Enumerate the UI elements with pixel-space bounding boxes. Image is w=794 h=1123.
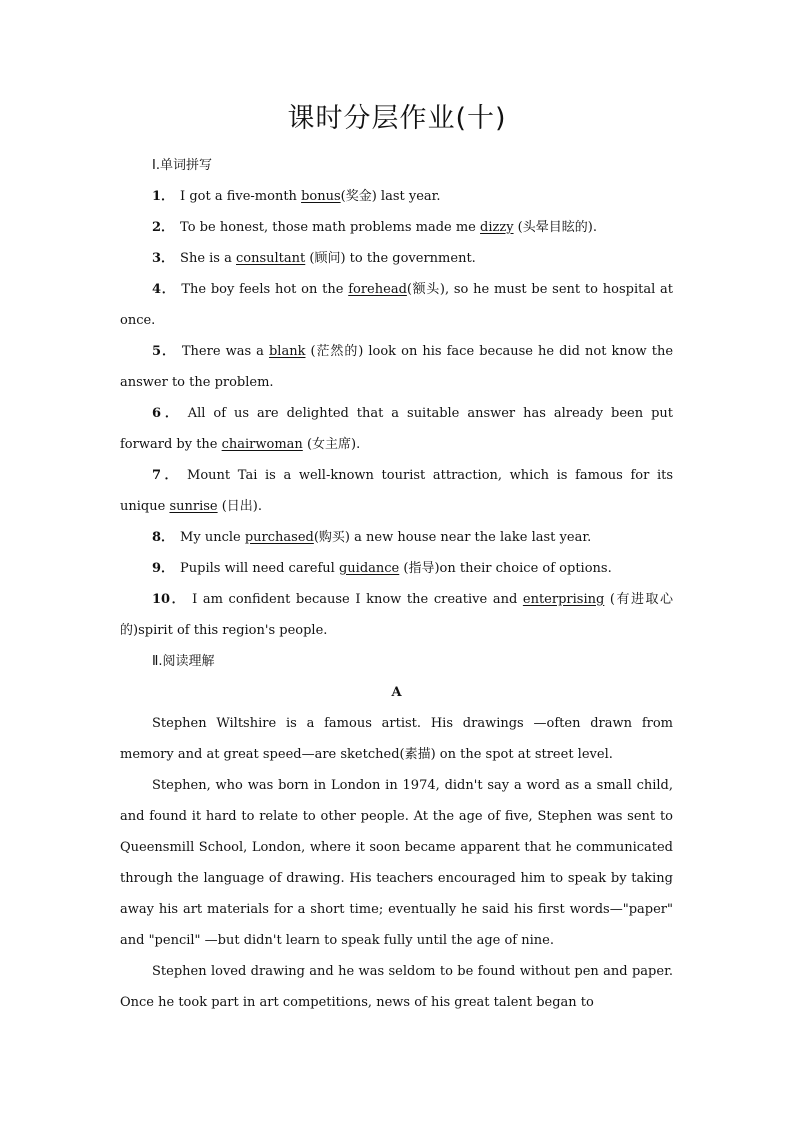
item-number: 3． [152, 251, 175, 266]
item-text-before: I got a five-month [180, 189, 302, 204]
item-answer: enterprising [522, 592, 605, 607]
passage-paragraph: Stephen, who was born in London in 1974, didn't say a word as a small child, and found it hard to relate to other people. At the age of five, Stephen was sent to Queensmill School, London, where it soon became apparent that he communicated through the language of drawing. His teachers encouraged him to speak by taking away his art materials for a short time; eventually he said his first words—"paper" and "pencil" —but didn't learn to speak fully until the age of nine. [120, 778, 673, 948]
item-answer: purchased [244, 530, 314, 545]
exercise-item [120, 553, 673, 584]
item-number: 8． [152, 530, 175, 545]
item-text-before: Pupils will need careful [180, 561, 339, 576]
item-text-before: She is a [180, 251, 236, 266]
item-text-before: All of us are delighted that a suitable answer has already been put forward by the [120, 406, 673, 452]
exercise-item [120, 243, 673, 274]
item-text-after: (头晕目眩的). [513, 220, 597, 235]
passage-paragraph: Stephen Wiltshire is a famous artist. His drawings —often drawn from memory and at great speed—are sketched(素描) on the spot at street level. [120, 716, 673, 762]
item-number: 10． [152, 592, 187, 607]
item-text-before: There was a [181, 344, 269, 359]
passage-paragraph: Stephen loved drawing and he was seldom to be found without pen and paper. Once he took part in art competitions, news of his great talent began to [120, 964, 673, 1010]
exercise-item [120, 212, 673, 243]
item-text-after: (日出). [217, 499, 263, 514]
item-text-after: (顾问) to the government. [305, 251, 476, 266]
document-body [120, 150, 673, 1018]
item-answer: chairwoman [221, 437, 303, 452]
passage-label: A [391, 685, 402, 700]
exercise-item [120, 522, 673, 553]
exercise-item [120, 584, 673, 646]
item-text-before: The boy feels hot on the [181, 282, 349, 297]
spelling-exercise-list [120, 181, 673, 646]
item-text-after: (女主席). [302, 437, 361, 452]
section-heading-spelling: Ⅰ.单词拼写 [152, 158, 212, 173]
item-text-after: (茫然的) look on his face because he did not know the answer to the problem. [120, 344, 674, 390]
item-number: 1． [152, 189, 175, 204]
item-number: 4． [152, 282, 176, 297]
item-text-after: (有进取心的)spirit of this region's people. [120, 592, 673, 638]
item-text-after: (额头), so he must be sent to hospital at once. [120, 282, 673, 328]
item-text-before: To be honest, those math problems made me [180, 220, 481, 235]
item-answer: blank [268, 344, 306, 359]
item-answer: bonus [301, 189, 341, 204]
exercise-item [120, 274, 673, 336]
item-number: 9． [152, 561, 175, 576]
item-number: 5． [152, 344, 176, 359]
item-answer: forehead [348, 282, 407, 297]
section-heading-reading: Ⅱ.阅读理解 [152, 654, 215, 669]
item-text-after: (指导)on their choice of options. [399, 561, 612, 576]
exercise-item [120, 336, 673, 398]
reading-passage [120, 708, 673, 1018]
item-answer: dizzy [480, 220, 514, 235]
item-text-after: (奖金) last year. [340, 189, 441, 204]
item-text-before: I am confident because I know the creative and [192, 592, 523, 607]
exercise-item [120, 181, 673, 212]
item-answer: guidance [338, 561, 400, 576]
item-number: 6． [152, 406, 182, 421]
item-text-before: Mount Tai is a well-known tourist attraction, which is famous for its unique [120, 468, 673, 514]
item-text-before: My uncle [180, 530, 245, 545]
exercise-item [120, 398, 673, 460]
exercise-item [120, 460, 673, 522]
item-text-after: (购买) a new house near the lake last year. [313, 530, 592, 545]
page-title: 课时分层作业(十) [287, 103, 507, 134]
item-answer: sunrise [169, 499, 218, 514]
item-number: 7． [152, 468, 182, 483]
item-number: 2． [152, 220, 175, 235]
item-answer: consultant [236, 251, 306, 266]
